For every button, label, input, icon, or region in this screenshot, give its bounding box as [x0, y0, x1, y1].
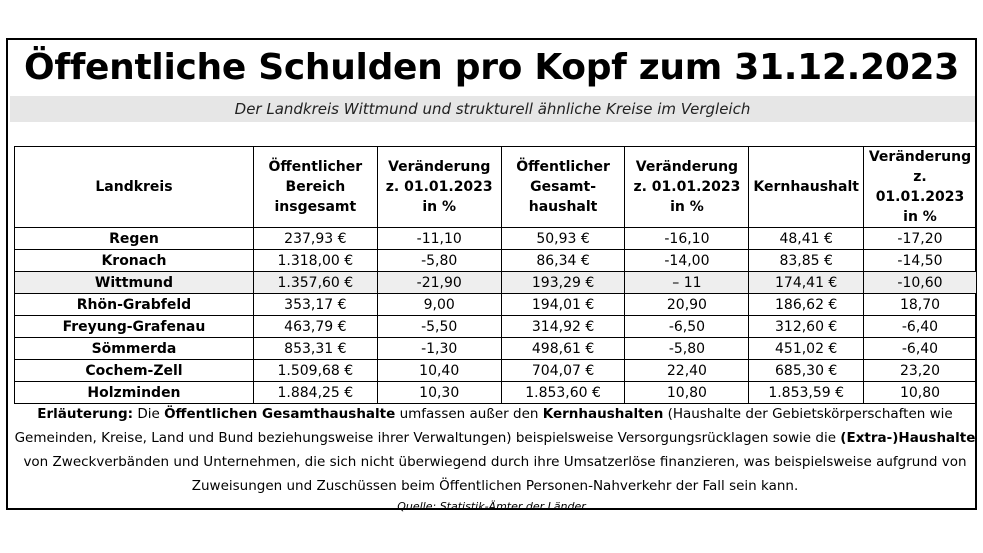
table-header-row: [15, 147, 977, 228]
landkreis-cell: Cochem-Zell: [15, 360, 254, 382]
value-cell: 1.853,59 €: [749, 382, 864, 404]
value-cell: -1,30: [377, 338, 501, 360]
column-header-kernhaushalt: Kernhaushalt: [749, 147, 864, 228]
column-header-veraenderung-3: Veränderung z. 01.01.2023 in %: [863, 147, 976, 228]
note-text: (Haushalte der Gebietskörperschaften wie Gemeinden, Kreise, Land und Bund beziehungsweise ihrer Verwaltungen) beispielsweise Versorgungsrücklagen sowie die: [14, 406, 953, 446]
explanation-note: [14, 402, 976, 498]
value-cell: -14,00: [625, 250, 749, 272]
value-cell: 1.853,60 €: [501, 382, 625, 404]
value-cell: -21,90: [377, 272, 501, 294]
value-cell: 353,17 €: [253, 294, 377, 316]
column-header-oeffentlicher-bereich: Öffentlicher Bereich insgesamt: [253, 147, 377, 228]
value-cell: 22,40: [625, 360, 749, 382]
value-cell: -17,20: [863, 228, 976, 250]
table-row: [15, 228, 977, 250]
landkreis-cell: Wittmund: [15, 272, 254, 294]
value-cell: -14,50: [863, 250, 976, 272]
value-cell: 48,41 €: [749, 228, 864, 250]
page-title: Öffentliche Schulden pro Kopf zum 31.12.2023: [24, 47, 959, 88]
landkreis-cell: Freyung-Grafenau: [15, 316, 254, 338]
value-cell: 314,92 €: [501, 316, 625, 338]
value-cell: -11,10: [377, 228, 501, 250]
note-text: Die: [133, 406, 165, 422]
debt-table: [14, 146, 977, 404]
value-cell: 194,01 €: [501, 294, 625, 316]
value-cell: 23,20: [863, 360, 976, 382]
value-cell: 83,85 €: [749, 250, 864, 272]
document-frame: [6, 38, 977, 513]
value-cell: 1.357,60 €: [253, 272, 377, 294]
note-term-extrahaushalte: (Extra-)Haushalte: [840, 430, 976, 446]
value-cell: -6,50: [625, 316, 749, 338]
table-row: [15, 338, 977, 360]
table-row: [15, 360, 977, 382]
table-row: [15, 382, 977, 404]
value-cell: 174,41 €: [749, 272, 864, 294]
table-row: [15, 250, 977, 272]
value-cell: 10,80: [625, 382, 749, 404]
landkreis-cell: Holzminden: [15, 382, 254, 404]
note-text: von Zweckverbänden und Unternehmen, die sich nicht überwiegend durch ihre Umsatzerlöse finanzieren, was beispielsweise aufgrund von Zuweisungen und Zuschüssen beim Öffentlichen Personen-Nahverkehr der Fall sein kann.: [23, 454, 967, 494]
note-term-kernhaushalte: Kernhaushalten: [542, 406, 664, 422]
table-row: [15, 316, 977, 338]
value-cell: 10,40: [377, 360, 501, 382]
value-cell: 853,31 €: [253, 338, 377, 360]
value-cell: -6,40: [863, 316, 976, 338]
value-cell: 86,34 €: [501, 250, 625, 272]
value-cell: 498,61 €: [501, 338, 625, 360]
table-row: [15, 272, 977, 294]
landkreis-cell: Sömmerda: [15, 338, 254, 360]
value-cell: 193,29 €: [501, 272, 625, 294]
landkreis-cell: Rhön-Grabfeld: [15, 294, 254, 316]
value-cell: 237,93 €: [253, 228, 377, 250]
value-cell: 10,80: [863, 382, 976, 404]
value-cell: 312,60 €: [749, 316, 864, 338]
value-cell: 50,93 €: [501, 228, 625, 250]
value-cell: 1.318,00 €: [253, 250, 377, 272]
landkreis-cell: Regen: [15, 228, 254, 250]
value-cell: 9,00: [377, 294, 501, 316]
page-subtitle: Der Landkreis Wittmund und strukturell ähnliche Kreise im Vergleich: [10, 96, 975, 122]
column-header-veraenderung-1: Veränderung z. 01.01.2023 in %: [377, 147, 501, 228]
value-cell: 463,79 €: [253, 316, 377, 338]
table-row: [15, 294, 977, 316]
value-cell: 1.884,25 €: [253, 382, 377, 404]
value-cell: -16,10: [625, 228, 749, 250]
column-header-veraenderung-2: Veränderung z. 01.01.2023 in %: [625, 147, 749, 228]
value-cell: – 11: [625, 272, 749, 294]
value-cell: -5,80: [377, 250, 501, 272]
landkreis-cell: Kronach: [15, 250, 254, 272]
value-cell: -10,60: [863, 272, 976, 294]
column-header-landkreis: Landkreis: [15, 147, 254, 228]
value-cell: 18,70: [863, 294, 976, 316]
note-term-gesamthaushalte: Öffentlichen Gesamthaushalte: [164, 406, 396, 422]
note-label: Erläuterung:: [37, 406, 134, 422]
note-text: umfassen außer den: [395, 406, 543, 422]
value-cell: -6,40: [863, 338, 976, 360]
value-cell: 451,02 €: [749, 338, 864, 360]
value-cell: 20,90: [625, 294, 749, 316]
value-cell: 1.509,68 €: [253, 360, 377, 382]
value-cell: 704,07 €: [501, 360, 625, 382]
source-line: Quelle: Statistik-Ämter der Länder: [397, 500, 586, 513]
value-cell: -5,50: [377, 316, 501, 338]
value-cell: 186,62 €: [749, 294, 864, 316]
value-cell: 10,30: [377, 382, 501, 404]
column-header-gesamthaushalt: Öffentlicher Gesamt-haushalt: [501, 147, 625, 228]
value-cell: 685,30 €: [749, 360, 864, 382]
value-cell: -5,80: [625, 338, 749, 360]
